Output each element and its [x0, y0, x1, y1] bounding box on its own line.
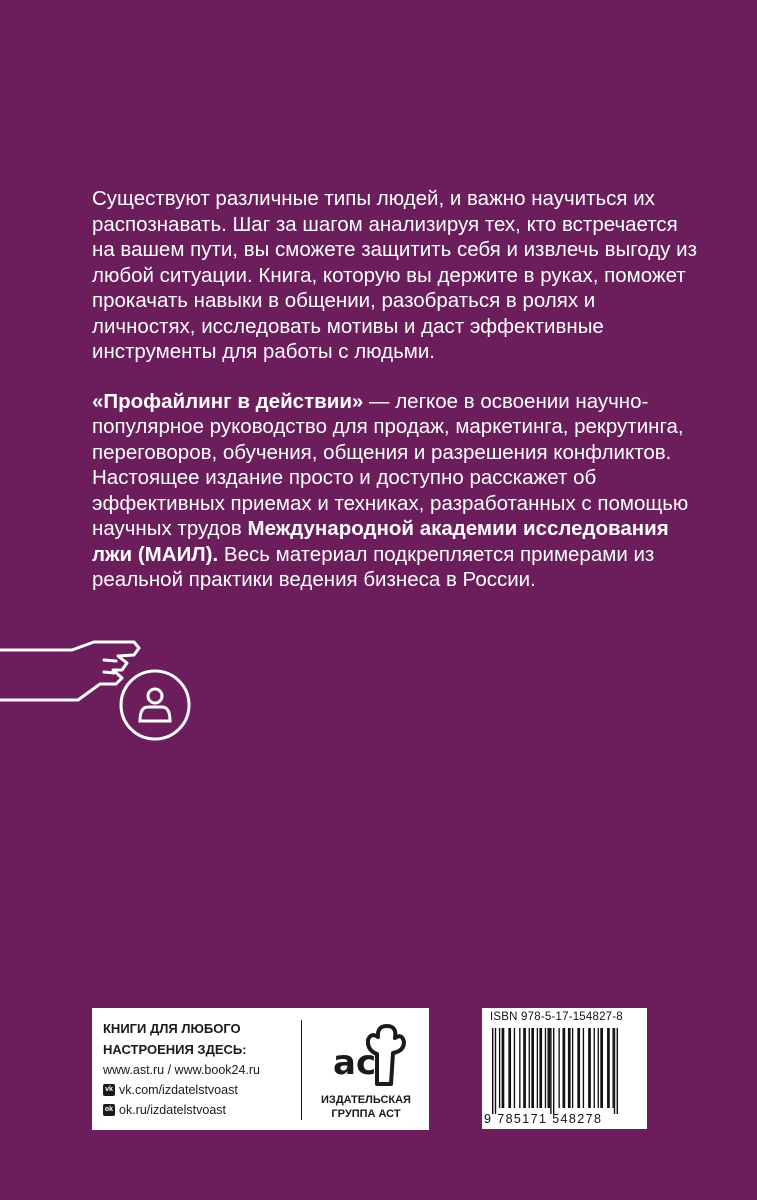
barcode-guard-bar: [495, 1028, 496, 1114]
barcode-bar: [545, 1028, 546, 1108]
barcode-bar: [499, 1028, 500, 1108]
barcode-guard-bar: [617, 1028, 618, 1114]
barcode-bar: [523, 1028, 526, 1108]
barcode-guard-bar: [492, 1028, 493, 1114]
barcode-bar: [607, 1028, 610, 1108]
barcode-bar: [572, 1028, 573, 1108]
barcode-guard-bar: [553, 1028, 554, 1114]
barcode-bar: [600, 1028, 603, 1108]
barcode-bar: [577, 1028, 580, 1108]
barcode-bar: [568, 1028, 571, 1108]
website-links[interactable]: www.ast.ru / www.book24.ru: [103, 1063, 261, 1077]
barcode-bar: [529, 1028, 530, 1108]
description-paragraph-1: Существуют различные типы людей, и важно научиться их распознавать. Шаг за шагом анализируя тех, кто встречается на вашем пути, вы сможете защитить себя и извлечь выгоду из любой ситуации. Книга, которую вы держите в руках, поможет прокачать навыки в общении, разобраться в ролях и личностях, исследовать мотивы и даст эффективные инструменты для работы с людьми.: [92, 187, 697, 363]
barcode-bar: [539, 1028, 542, 1108]
barcode-bar: [588, 1028, 591, 1108]
barcode-bars: [488, 1028, 641, 1114]
hand-pointing-icon: [0, 628, 230, 748]
vk-icon: vk: [103, 1084, 115, 1096]
links-heading-line-1: КНИГИ ДЛЯ ЛЮБОГО: [103, 1021, 241, 1036]
barcode-bar: [537, 1028, 538, 1108]
logo-caption-line-2: ГРУППА АСТ: [331, 1108, 401, 1120]
logo-word: ас: [333, 1043, 377, 1083]
barcode-bar: [583, 1028, 584, 1108]
isbn-digits: 9 785171 548278: [484, 1112, 603, 1126]
isbn-label: ISBN 978-5-17-154827-8: [490, 1011, 623, 1023]
barcode-guard-bar: [550, 1028, 551, 1114]
divider: [301, 1020, 302, 1120]
barcode-bar: [531, 1028, 534, 1108]
barcode-bar: [563, 1028, 566, 1108]
ast-logo-icon: [307, 1018, 425, 1088]
vk-link[interactable]: vk vk.com/izdatelstvoast: [103, 1080, 293, 1100]
barcode-bar: [502, 1028, 505, 1108]
ok-link[interactable]: ok ok.ru/izdatelstvoast: [104, 1103, 226, 1117]
person-circle-icon: [121, 671, 189, 739]
publisher-links: [103, 1018, 293, 1120]
barcode-bar: [508, 1028, 511, 1108]
barcode-bar: [519, 1028, 520, 1108]
barcode-bar: [548, 1028, 551, 1108]
book-title-mention: «Профайлинг в действии»: [92, 389, 364, 413]
description-paragraph-2: «Профайлинг в действии» — легкое в освоении научно-популярное руководство для продаж, маркетинга, рекрутинга, переговоров, обучения, общения и разрешения конфликтов. Настоящее издание просто и доступно расскажет об эффективных приемах и техниках, разработанных с помощью научных трудов Международной академии исследования лжи (МАИЛ). Весь материал подкрепляется примерами из реальной практики ведения бизнеса в России.: [92, 389, 689, 591]
barcode-bar: [594, 1028, 595, 1108]
barcode-box: [482, 1008, 647, 1129]
links-heading-line-2: НАСТРОЕНИЯ ЗДЕСЬ:: [103, 1042, 247, 1057]
book-description: [92, 186, 702, 617]
barcode-bar: [514, 1028, 515, 1108]
publisher-info-box: [92, 1008, 429, 1130]
barcode-bar: [612, 1028, 613, 1108]
ok-icon: ok: [103, 1104, 115, 1116]
barcode-guard-bar: [614, 1028, 615, 1114]
logo-caption-line-1: ИЗДАТЕЛЬСКАЯ: [321, 1094, 411, 1106]
ast-logo: [307, 1018, 425, 1122]
barcode-bar: [558, 1028, 559, 1108]
organization-name: Международной академии исследования лжи (МАИЛ).: [92, 517, 669, 566]
barcode-bar: [598, 1028, 599, 1108]
